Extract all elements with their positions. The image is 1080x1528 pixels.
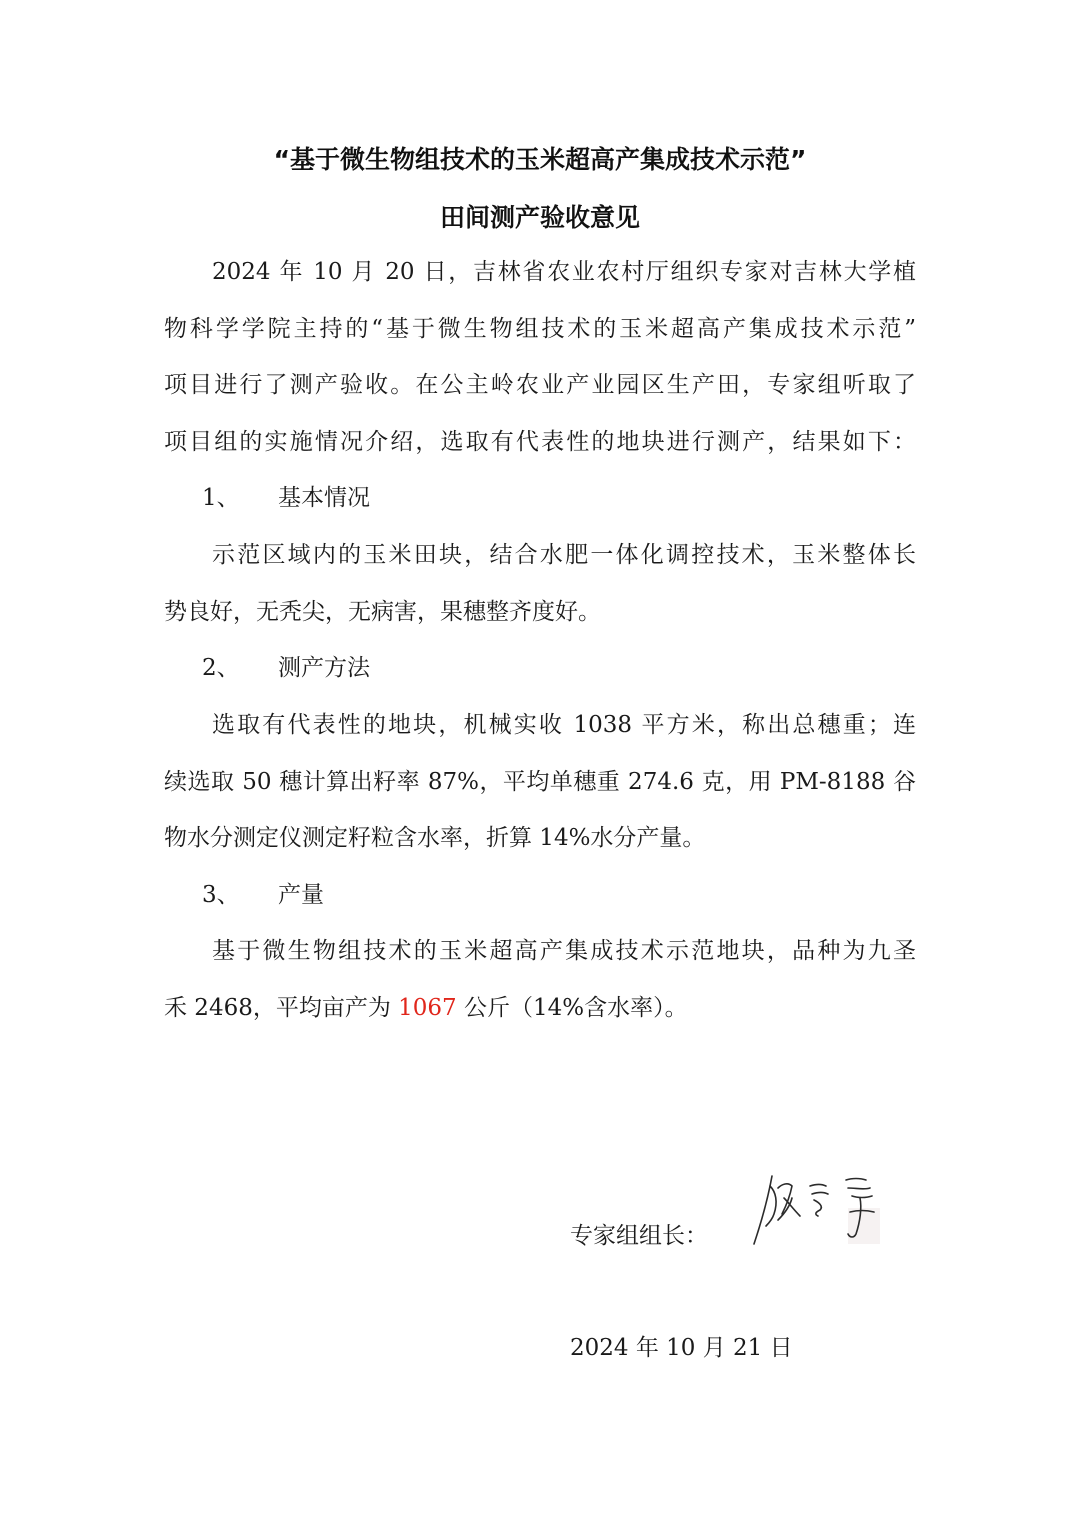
section2-line-2: 续选取 50 穗计算出籽率 87%，平均单穗重 274.6 克，用 PM-8188 谷: [164, 769, 916, 795]
document-title-line2: 田间测产验收意见: [439, 203, 640, 232]
section3-line-2: [164, 992, 916, 1024]
intro-line-4: 项目组的实施情况介绍，选取有代表性的地块进行测产，结果如下：: [164, 429, 916, 455]
section3-line-2-after: 公斤（14%含水率）。: [456, 995, 688, 1021]
section2-line-1: 选取有代表性的地块，机械实收 1038 平方米，称出总穗重；连: [212, 712, 916, 738]
section2-title: 测产方法: [278, 655, 370, 681]
section2-line-3: 物水分测定仪测定籽粒含水率，折算 14%水分产量。: [164, 825, 706, 851]
handwritten-signature: [748, 1168, 880, 1248]
section1-title: 基本情况: [278, 485, 370, 511]
signature-label: 专家组组长：: [570, 1223, 708, 1249]
intro-line-1: 2024 年 10 月 20 日，吉林省农业农村厅组织专家对吉林大学植: [212, 259, 916, 285]
document-date: 2024 年 10 月 21 日: [570, 1335, 793, 1361]
intro-line-2: 物科学学院主持的“基于微生物组技术的玉米超高产集成技术示范”: [164, 316, 916, 342]
section1-line-1: 示范区域内的玉米田块，结合水肥一体化调控技术，玉米整体长: [212, 542, 916, 568]
section3-line-2-before: 禾 2468，平均亩产为: [164, 995, 399, 1021]
intro-line-3: 项目进行了测产验收。在公主岭农业产业园区生产田，专家组听取了: [164, 372, 916, 398]
section2-number: 2、: [202, 655, 240, 681]
section3-number: 3、: [202, 882, 240, 908]
document-title-line1: “基于微生物组技术的玉米超高产集成技术示范”: [273, 145, 807, 174]
section3-title: 产量: [278, 882, 324, 908]
section1-line-2: 势良好，无秃尖，无病害，果穗整齐度好。: [164, 599, 601, 625]
section1-number: 1、: [202, 485, 240, 511]
section3-line-1: 基于微生物组技术的玉米超高产集成技术示范地块，品种为九圣: [212, 938, 916, 964]
yield-value: 1067: [398, 995, 457, 1021]
